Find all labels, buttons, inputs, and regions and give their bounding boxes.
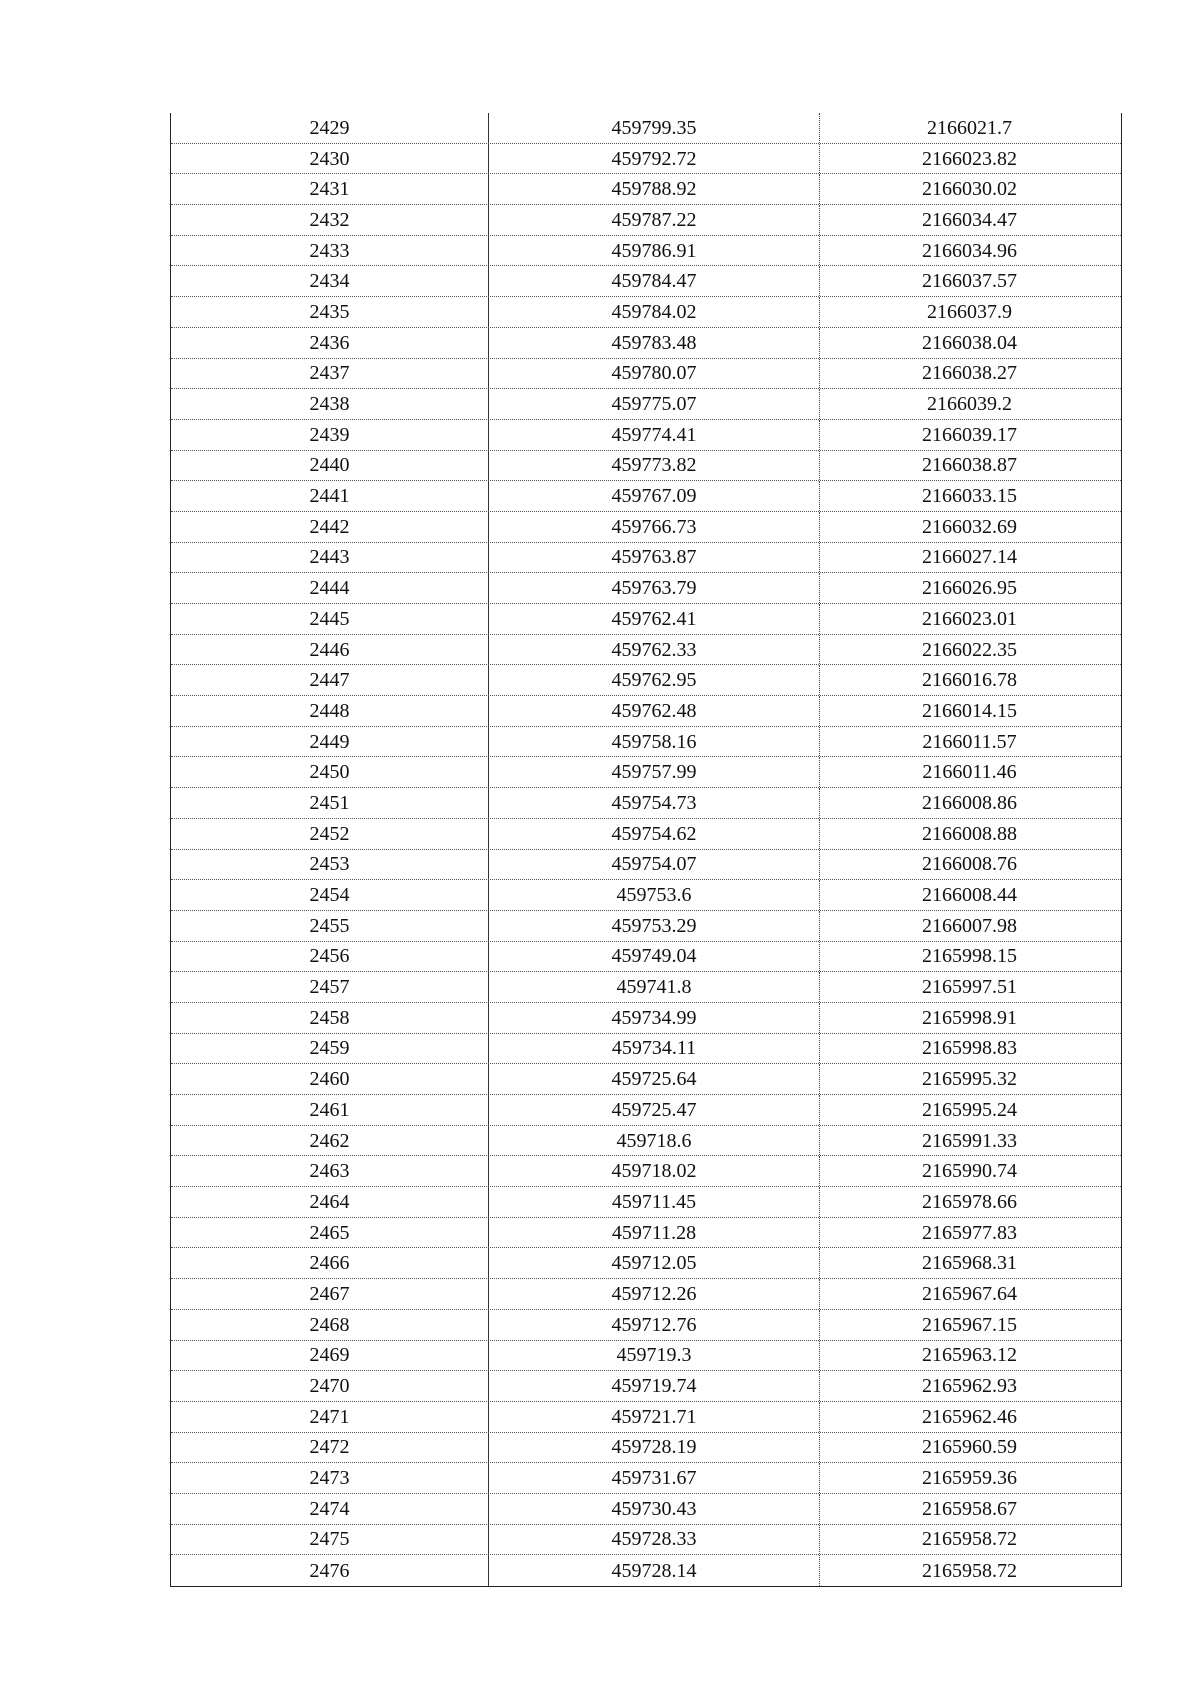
y-coordinate-cell: 2165991.33: [922, 1129, 1017, 1152]
coordinate-table: [170, 113, 1122, 1587]
table-row: [171, 1034, 1121, 1065]
x-coordinate-cell: 459712.05: [489, 1248, 820, 1278]
point-number-cell: 2464: [171, 1187, 489, 1217]
table-row: [171, 573, 1121, 604]
point-number-cell: 2474: [171, 1494, 489, 1524]
x-coordinate-cell: 459773.82: [489, 451, 820, 481]
y-coordinate-cell: 2165967.15: [922, 1313, 1017, 1336]
table-row: [171, 144, 1121, 175]
x-coordinate-cell: 459712.26: [489, 1279, 820, 1309]
table-row: [171, 205, 1121, 236]
table-row: [171, 1310, 1121, 1341]
table-row: [171, 635, 1121, 666]
table-row: [171, 880, 1121, 911]
x-coordinate-cell: 459763.79: [489, 573, 820, 603]
x-coordinate-cell: 459718.6: [489, 1126, 820, 1156]
point-number-cell: 2470: [171, 1371, 489, 1401]
y-coordinate-cell: 2165995.32: [922, 1068, 1017, 1091]
point-number-cell: 2461: [171, 1095, 489, 1125]
y-coordinate-cell: 2166034.47: [922, 208, 1017, 231]
y-coordinate-cell: 2165962.93: [922, 1375, 1017, 1398]
table-row: [171, 359, 1121, 390]
x-coordinate-cell: 459719.3: [489, 1341, 820, 1371]
x-coordinate-cell: 459712.76: [489, 1310, 820, 1340]
x-coordinate-cell: 459734.11: [489, 1034, 820, 1064]
x-coordinate-cell: 459792.72: [489, 144, 820, 174]
table-row: [171, 236, 1121, 267]
table-row: [171, 481, 1121, 512]
x-coordinate-cell: 459734.99: [489, 1003, 820, 1033]
y-coordinate-cell: 2166007.98: [922, 914, 1017, 937]
y-coordinate-cell: 2165998.91: [922, 1006, 1017, 1029]
x-coordinate-cell: 459753.6: [489, 880, 820, 910]
table-row: [171, 911, 1121, 942]
point-number-cell: 2433: [171, 236, 489, 266]
table-row: [171, 604, 1121, 635]
point-number-cell: 2455: [171, 911, 489, 941]
table-row: [171, 1555, 1121, 1586]
x-coordinate-cell: 459799.35: [489, 113, 820, 143]
table-row: [171, 1279, 1121, 1310]
y-coordinate-cell: 2166014.15: [922, 699, 1017, 722]
x-coordinate-cell: 459728.14: [489, 1555, 820, 1586]
table-row: [171, 757, 1121, 788]
y-coordinate-cell: 2166016.78: [922, 669, 1017, 692]
point-number-cell: 2438: [171, 389, 489, 419]
y-coordinate-cell: 2165995.24: [922, 1098, 1017, 1121]
x-coordinate-cell: 459775.07: [489, 389, 820, 419]
y-coordinate-cell: 2165977.83: [922, 1221, 1017, 1244]
x-coordinate-cell: 459730.43: [489, 1494, 820, 1524]
x-coordinate-cell: 459754.07: [489, 850, 820, 880]
y-coordinate-cell: 2166032.69: [922, 515, 1017, 538]
x-coordinate-cell: 459762.33: [489, 635, 820, 665]
point-number-cell: 2453: [171, 850, 489, 880]
point-number-cell: 2466: [171, 1248, 489, 1278]
y-coordinate-cell: 2166011.57: [922, 730, 1017, 753]
y-coordinate-cell: 2166011.46: [922, 761, 1017, 784]
x-coordinate-cell: 459762.41: [489, 604, 820, 634]
x-coordinate-cell: 459757.99: [489, 757, 820, 787]
point-number-cell: 2468: [171, 1310, 489, 1340]
y-coordinate-cell: 2165963.12: [922, 1344, 1017, 1367]
y-coordinate-cell: 2165958.72: [922, 1528, 1017, 1551]
table-row: [171, 1156, 1121, 1187]
table-row: [171, 1064, 1121, 1095]
x-coordinate-cell: 459721.71: [489, 1402, 820, 1432]
point-number-cell: 2439: [171, 420, 489, 450]
y-coordinate-cell: 2166027.14: [922, 546, 1017, 569]
x-coordinate-cell: 459718.02: [489, 1156, 820, 1186]
y-coordinate-cell: 2166030.02: [922, 178, 1017, 201]
y-coordinate-cell: 2166038.04: [922, 331, 1017, 354]
table-row: [171, 113, 1121, 144]
point-number-cell: 2451: [171, 788, 489, 818]
table-row: [171, 512, 1121, 543]
point-number-cell: 2472: [171, 1433, 489, 1463]
point-number-cell: 2452: [171, 819, 489, 849]
x-coordinate-cell: 459766.73: [489, 512, 820, 542]
y-coordinate-cell: 2166023.82: [922, 147, 1017, 170]
y-coordinate-cell: 2165968.31: [922, 1252, 1017, 1275]
table-row: [171, 850, 1121, 881]
point-number-cell: 2447: [171, 665, 489, 695]
x-coordinate-cell: 459787.22: [489, 205, 820, 235]
table-row: [171, 297, 1121, 328]
x-coordinate-cell: 459780.07: [489, 359, 820, 389]
x-coordinate-cell: 459753.29: [489, 911, 820, 941]
point-number-cell: 2473: [171, 1463, 489, 1493]
x-coordinate-cell: 459754.62: [489, 819, 820, 849]
table-row: [171, 1463, 1121, 1494]
y-coordinate-cell: 2165960.59: [922, 1436, 1017, 1459]
x-coordinate-cell: 459774.41: [489, 420, 820, 450]
y-coordinate-cell: 2166008.44: [922, 884, 1017, 907]
table-row: [171, 1341, 1121, 1372]
x-coordinate-cell: 459741.8: [489, 972, 820, 1002]
x-coordinate-cell: 459783.48: [489, 328, 820, 358]
point-number-cell: 2463: [171, 1156, 489, 1186]
table-row: [171, 696, 1121, 727]
table-row: [171, 420, 1121, 451]
x-coordinate-cell: 459788.92: [489, 174, 820, 204]
x-coordinate-cell: 459749.04: [489, 942, 820, 972]
table-row: [171, 942, 1121, 973]
point-number-cell: 2446: [171, 635, 489, 665]
table-row: [171, 1402, 1121, 1433]
point-number-cell: 2475: [171, 1525, 489, 1555]
x-coordinate-cell: 459711.28: [489, 1218, 820, 1248]
point-number-cell: 2469: [171, 1341, 489, 1371]
table-row: [171, 665, 1121, 696]
y-coordinate-cell: 2166039.17: [922, 423, 1017, 446]
point-number-cell: 2471: [171, 1402, 489, 1432]
x-coordinate-cell: 459762.95: [489, 665, 820, 695]
y-coordinate-cell: 2165978.66: [922, 1190, 1017, 1213]
point-number-cell: 2454: [171, 880, 489, 910]
x-coordinate-cell: 459758.16: [489, 727, 820, 757]
y-coordinate-cell: 2166039.2: [927, 393, 1012, 416]
y-coordinate-cell: 2165958.72: [922, 1559, 1017, 1582]
y-coordinate-cell: 2166037.9: [927, 300, 1012, 323]
y-coordinate-cell: 2166034.96: [922, 239, 1017, 262]
point-number-cell: 2445: [171, 604, 489, 634]
y-coordinate-cell: 2166008.88: [922, 822, 1017, 845]
y-coordinate-cell: 2165958.67: [922, 1497, 1017, 1520]
y-coordinate-cell: 2166038.87: [922, 454, 1017, 477]
point-number-cell: 2459: [171, 1034, 489, 1064]
point-number-cell: 2458: [171, 1003, 489, 1033]
y-coordinate-cell: 2165990.74: [922, 1160, 1017, 1183]
table-row: [171, 1095, 1121, 1126]
table-row: [171, 1003, 1121, 1034]
y-coordinate-cell: 2166033.15: [922, 485, 1017, 508]
y-coordinate-cell: 2165997.51: [922, 976, 1017, 999]
point-number-cell: 2460: [171, 1064, 489, 1094]
table-row: [171, 1525, 1121, 1556]
y-coordinate-cell: 2165998.15: [922, 945, 1017, 968]
y-coordinate-cell: 2166021.7: [927, 116, 1012, 139]
table-row: [171, 266, 1121, 297]
point-number-cell: 2450: [171, 757, 489, 787]
table-row: [171, 328, 1121, 359]
table-row: [171, 1248, 1121, 1279]
y-coordinate-cell: 2166022.35: [922, 638, 1017, 661]
table-row: [171, 174, 1121, 205]
y-coordinate-cell: 2166038.27: [922, 362, 1017, 385]
point-number-cell: 2429: [171, 113, 489, 143]
x-coordinate-cell: 459786.91: [489, 236, 820, 266]
x-coordinate-cell: 459728.19: [489, 1433, 820, 1463]
y-coordinate-cell: 2165967.64: [922, 1282, 1017, 1305]
x-coordinate-cell: 459767.09: [489, 481, 820, 511]
point-number-cell: 2435: [171, 297, 489, 327]
point-number-cell: 2457: [171, 972, 489, 1002]
point-number-cell: 2467: [171, 1279, 489, 1309]
y-coordinate-cell: 2166037.57: [922, 270, 1017, 293]
point-number-cell: 2444: [171, 573, 489, 603]
x-coordinate-cell: 459731.67: [489, 1463, 820, 1493]
point-number-cell: 2448: [171, 696, 489, 726]
table-row: [171, 788, 1121, 819]
point-number-cell: 2456: [171, 942, 489, 972]
x-coordinate-cell: 459711.45: [489, 1187, 820, 1217]
table-row: [171, 543, 1121, 574]
y-coordinate-cell: 2165962.46: [922, 1405, 1017, 1428]
point-number-cell: 2442: [171, 512, 489, 542]
x-coordinate-cell: 459784.47: [489, 266, 820, 296]
point-number-cell: 2440: [171, 451, 489, 481]
y-coordinate-cell: 2166026.95: [922, 577, 1017, 600]
table-row: [171, 727, 1121, 758]
x-coordinate-cell: 459784.02: [489, 297, 820, 327]
point-number-cell: 2443: [171, 543, 489, 573]
point-number-cell: 2465: [171, 1218, 489, 1248]
point-number-cell: 2441: [171, 481, 489, 511]
y-coordinate-cell: 2166023.01: [922, 607, 1017, 630]
point-number-cell: 2431: [171, 174, 489, 204]
point-number-cell: 2437: [171, 359, 489, 389]
table-row: [171, 451, 1121, 482]
table-row: [171, 819, 1121, 850]
point-number-cell: 2436: [171, 328, 489, 358]
table-row: [171, 972, 1121, 1003]
table-row: [171, 389, 1121, 420]
point-number-cell: 2476: [171, 1555, 489, 1586]
table-row: [171, 1371, 1121, 1402]
point-number-cell: 2462: [171, 1126, 489, 1156]
table-row: [171, 1126, 1121, 1157]
point-number-cell: 2432: [171, 205, 489, 235]
x-coordinate-cell: 459725.64: [489, 1064, 820, 1094]
table-row: [171, 1433, 1121, 1464]
x-coordinate-cell: 459719.74: [489, 1371, 820, 1401]
point-number-cell: 2430: [171, 144, 489, 174]
y-coordinate-cell: 2166008.86: [922, 791, 1017, 814]
x-coordinate-cell: 459763.87: [489, 543, 820, 573]
x-coordinate-cell: 459725.47: [489, 1095, 820, 1125]
x-coordinate-cell: 459762.48: [489, 696, 820, 726]
table-row: [171, 1218, 1121, 1249]
x-coordinate-cell: 459754.73: [489, 788, 820, 818]
point-number-cell: 2434: [171, 266, 489, 296]
table-row: [171, 1187, 1121, 1218]
y-coordinate-cell: 2165998.83: [922, 1037, 1017, 1060]
point-number-cell: 2449: [171, 727, 489, 757]
y-coordinate-cell: 2165959.36: [922, 1467, 1017, 1490]
y-coordinate-cell: 2166008.76: [922, 853, 1017, 876]
table-row: [171, 1494, 1121, 1525]
x-coordinate-cell: 459728.33: [489, 1525, 820, 1555]
